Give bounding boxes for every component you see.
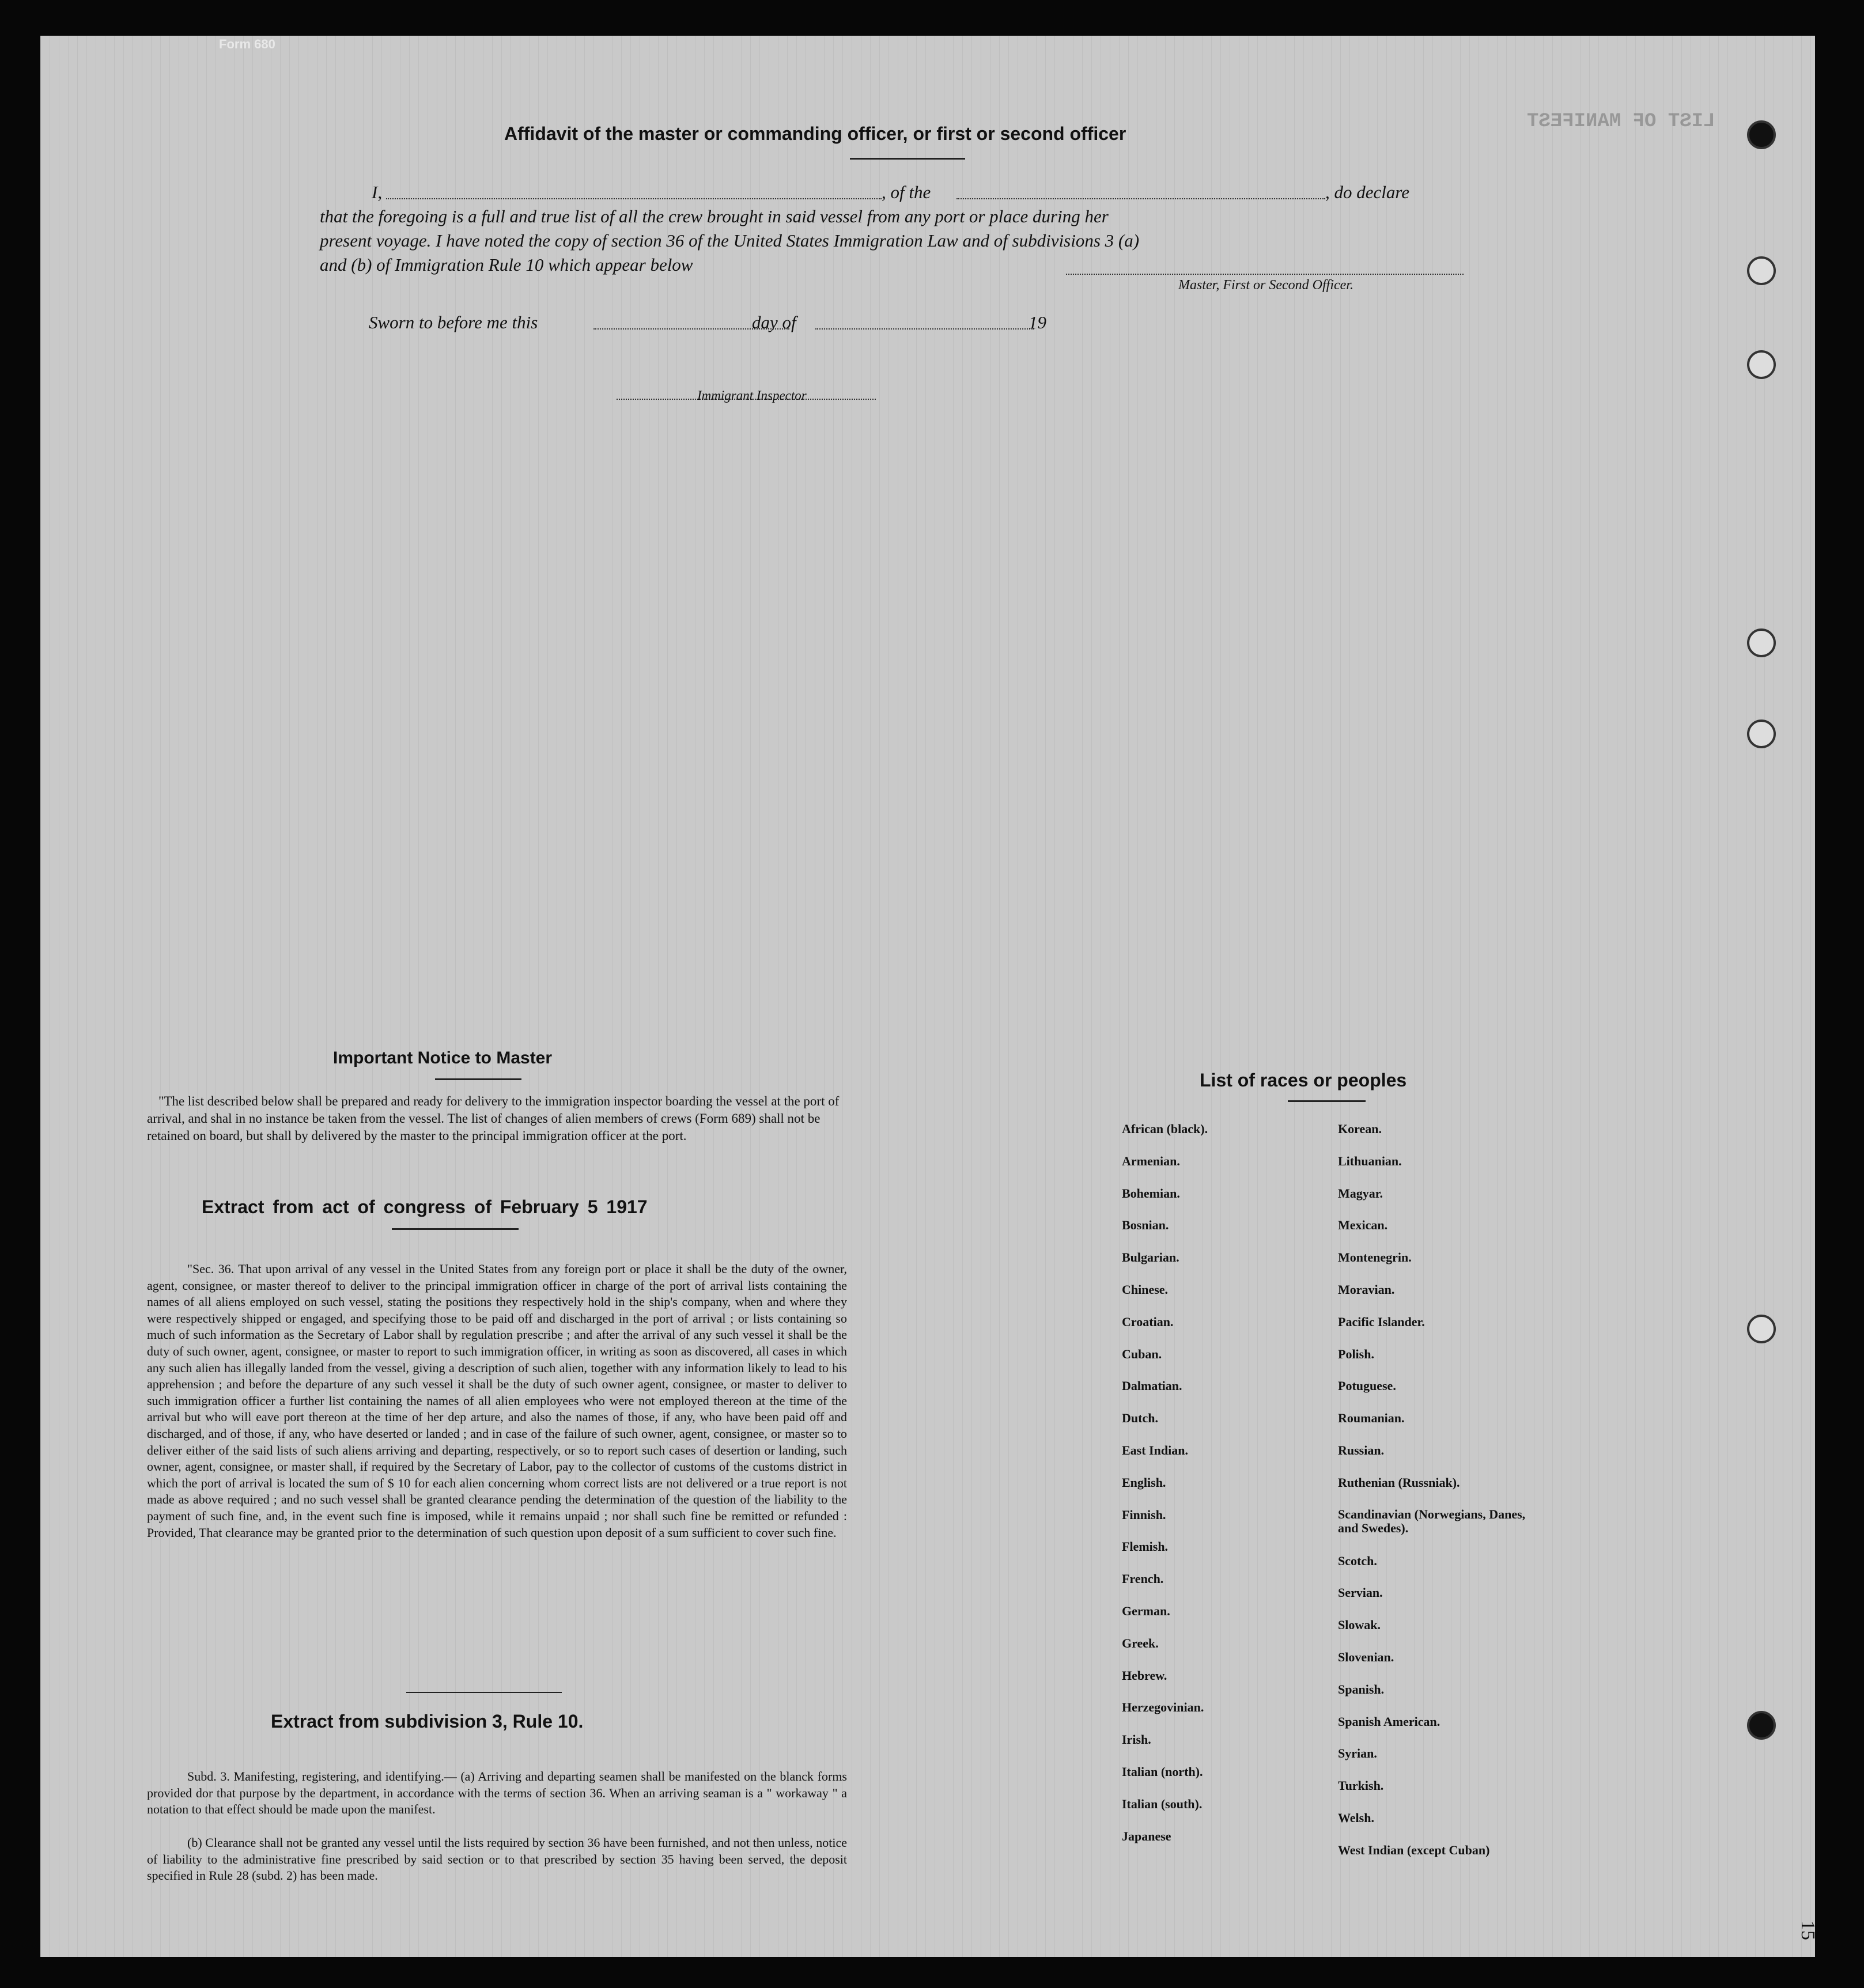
affidavit-line-4: and (b) of Immigration Rule 10 which appear below bbox=[320, 255, 693, 275]
rule-subdivision-b: (b) Clearance shall not be granted any vessel until the lists required by section 36 have been furnished, and not then unless, notice of liability to the administrative fine prescribed by said section or to that prescribed by section 35 having been served, the deposit specified in Rule 28 (subd. 2) has been made. bbox=[147, 1835, 847, 1883]
race-item: Pacific Islander. bbox=[1338, 1314, 1425, 1329]
race-item: French. bbox=[1122, 1572, 1164, 1586]
binder-hole bbox=[1747, 120, 1776, 149]
affidavit-do-declare: , do declare bbox=[1325, 182, 1410, 202]
race-item: Moravian. bbox=[1338, 1282, 1395, 1297]
document-page bbox=[40, 36, 1818, 1957]
rule-subdivision-a: Subd. 3. Manifesting, registering, and identifying.— (a) Arriving and departing seamen shall be manifested on the blanck forms provided dor that purpose by the department, in accordance with the terms of section 36. When an arriving seaman is a " workaway " a notation to that effect should be made upon the manifest. bbox=[147, 1769, 847, 1817]
race-item: Korean. bbox=[1338, 1122, 1382, 1136]
affidavit-of-the: , of the bbox=[882, 182, 931, 202]
race-item: Welsh. bbox=[1338, 1810, 1374, 1825]
affidavit-line-2: that the foregoing is a full and true list of all the crew brought in said vessel from any port or place during her bbox=[320, 206, 1109, 226]
race-item: Italian (south). bbox=[1122, 1796, 1203, 1811]
race-item: East Indian. bbox=[1122, 1442, 1188, 1457]
race-item: Potuguese. bbox=[1338, 1379, 1396, 1394]
day-of-label: day of bbox=[752, 312, 796, 332]
inspector-label: Immigrant Inspector bbox=[697, 388, 807, 403]
notice-underline bbox=[435, 1078, 521, 1080]
title-underline bbox=[850, 158, 965, 160]
master-signature-blank bbox=[1066, 274, 1464, 275]
affidavit-line-3: present voyage. I have noted the copy of section 36 of the United States Immigration Law and of subdivisions 3 (a) bbox=[320, 230, 1140, 251]
affidavit-title: Affidavit of the master or commanding officer, or first or second officer bbox=[504, 123, 1126, 144]
affidavit-i-label: I, bbox=[372, 182, 383, 202]
race-item: Japanese bbox=[1122, 1828, 1171, 1843]
race-item: Dalmatian. bbox=[1122, 1379, 1182, 1394]
race-item: African (black). bbox=[1122, 1122, 1208, 1136]
races-underline bbox=[1288, 1100, 1366, 1102]
notice-text: "The list described below shall be prepared and ready for delivery to the immigration inspector boarding the vessel at the port of arrival, and shal in no instance be taken from the vessel. The list of changes of alien members of crews (Form 689) shall not be retained on board, but shall by delivered by the master to the principal immigration officer at the port. bbox=[147, 1094, 840, 1143]
vessel-blank bbox=[956, 198, 1325, 199]
race-item: Turkish. bbox=[1338, 1778, 1384, 1793]
race-item: Bulgarian. bbox=[1122, 1250, 1179, 1265]
notice-title: Important Notice to Master bbox=[333, 1048, 553, 1067]
race-item: Spanish. bbox=[1338, 1682, 1385, 1697]
race-item: Finnish. bbox=[1122, 1507, 1166, 1522]
race-item: Italian (north). bbox=[1122, 1764, 1203, 1779]
race-item: Magyar. bbox=[1338, 1186, 1383, 1201]
race-item: Flemish. bbox=[1122, 1539, 1169, 1554]
race-item: Bohemian. bbox=[1122, 1186, 1180, 1201]
bleed-through-text: LIST OF MANIFEST bbox=[1527, 111, 1715, 132]
race-item: Scotch. bbox=[1338, 1553, 1377, 1568]
races-left-column bbox=[1122, 1122, 1329, 1861]
section-36-text: "Sec. 36. That upon arrival of any vessel in the United States from any foreign port or place it shall be the duty of the owner, agent, consignee, or master thereof to deliver to the principal immigration officer in charge of the port of arrival lists containing the names of all aliens employed on such vessel, stating the positions they respectively hold in the ship's company, when and where they were respectively shipped or engaged, and specifying those to be paid off and discharged in the port of arrival ; or lists containing so much of such information as the Secretary of Labor shall by regulation prescribe ; and after the arrival of any such vessel it shall be the duty of such owner, agent, consignee, or master to report to such immigration officer, in writing as soon as discovered, all cases in which any such alien has illegally landed from the vessel, giving a description of such alien, together with any information likely to lead to his apprehension ; and before the departure of any such vessel it shall be the duty of such owner agent, consignee, or master to deliver to such immigration officer a further list containing the names of all alien employees who were not employed thereon at the time of the arrival but who will eave port thereon at the time of her dep arture, and also the names of those, if any, who have been paid off and discharged, and of those, if any, who have deserted or landed ; and in case of the failure of such owner, agent, consignee, or master so to deliver either of the said lists of such aliens arriving and departing, respectively, or so to report such cases of desertion or landing, such owner, agent, consignee, or master shall, if required by the Secretary of Labor, pay to the collector of customs of the customs district in which the port of arrival is located the sum of $ 10 for each alien concerning whom correct lists are not delivered or a true report is not made as above required ; and no such vessel shall be granted clearance pending the determination of the question of the liability to the payment of such fine, and, in the event such fine is imposed, while it remains unpaid ; nor shall such fine be remitted or refunded : Provided, That clearance may be granted prior to the determination of such question upon deposit of a sum sufficient to cover such fine. bbox=[147, 1262, 847, 1540]
page-number: 15 bbox=[1797, 1921, 1818, 1940]
binder-hole bbox=[1747, 720, 1776, 748]
race-item: Spanish American. bbox=[1338, 1714, 1440, 1729]
binder-hole bbox=[1747, 1711, 1776, 1740]
race-item: Bosnian. bbox=[1122, 1218, 1169, 1233]
race-item: Slovenian. bbox=[1338, 1649, 1394, 1664]
race-item: Servian. bbox=[1338, 1585, 1383, 1600]
master-label: Master, First or Second Officer. bbox=[1178, 278, 1353, 293]
race-item: West Indian (except Cuban) bbox=[1338, 1842, 1490, 1857]
race-item: Armenian. bbox=[1122, 1153, 1180, 1168]
race-item: Herzegovinian. bbox=[1122, 1700, 1204, 1715]
race-item: Scandinavian (Norwegians, Danes, and Swedes). bbox=[1338, 1506, 1526, 1535]
form-number: Form 680 bbox=[219, 37, 275, 51]
race-item: Syrian. bbox=[1338, 1746, 1377, 1761]
race-item: Lithuanian. bbox=[1338, 1153, 1402, 1168]
binder-hole bbox=[1747, 628, 1776, 657]
race-item: Mexican. bbox=[1338, 1218, 1388, 1233]
race-item: Irish. bbox=[1122, 1732, 1151, 1747]
race-item: German. bbox=[1122, 1603, 1170, 1618]
race-item: Russian. bbox=[1338, 1442, 1385, 1457]
race-item: Roumanian. bbox=[1338, 1411, 1405, 1426]
binder-hole bbox=[1747, 256, 1776, 285]
race-item: Croatian. bbox=[1122, 1314, 1174, 1329]
races-title: List of races or peoples bbox=[1200, 1070, 1407, 1090]
extract-act-title: Extract from act of congress of February 5 1917 bbox=[202, 1196, 648, 1217]
race-item: Polish. bbox=[1338, 1346, 1374, 1361]
binder-hole bbox=[1747, 1315, 1776, 1343]
race-item: Hebrew. bbox=[1122, 1668, 1167, 1683]
race-item: Cuban. bbox=[1122, 1346, 1162, 1361]
separator-rule bbox=[406, 1692, 562, 1693]
races-right-column bbox=[1338, 1122, 1534, 1875]
race-item: Chinese. bbox=[1122, 1282, 1169, 1297]
extract-act-underline bbox=[392, 1228, 519, 1230]
race-item: English. bbox=[1122, 1475, 1166, 1490]
year-prefix: 19 bbox=[1029, 312, 1046, 332]
race-item: Dutch. bbox=[1122, 1411, 1158, 1426]
binder-hole bbox=[1747, 350, 1776, 379]
race-item: Greek. bbox=[1122, 1635, 1159, 1650]
race-item: Slowak. bbox=[1338, 1618, 1381, 1633]
sworn-month-blank bbox=[815, 328, 1034, 330]
sworn-label: Sworn to before me this bbox=[369, 312, 538, 332]
name-blank bbox=[386, 198, 882, 199]
extract-rule-title: Extract from subdivision 3, Rule 10. bbox=[271, 1711, 584, 1732]
race-item: Ruthenian (Russniak). bbox=[1338, 1475, 1460, 1490]
race-item: Montenegrin. bbox=[1338, 1250, 1412, 1265]
